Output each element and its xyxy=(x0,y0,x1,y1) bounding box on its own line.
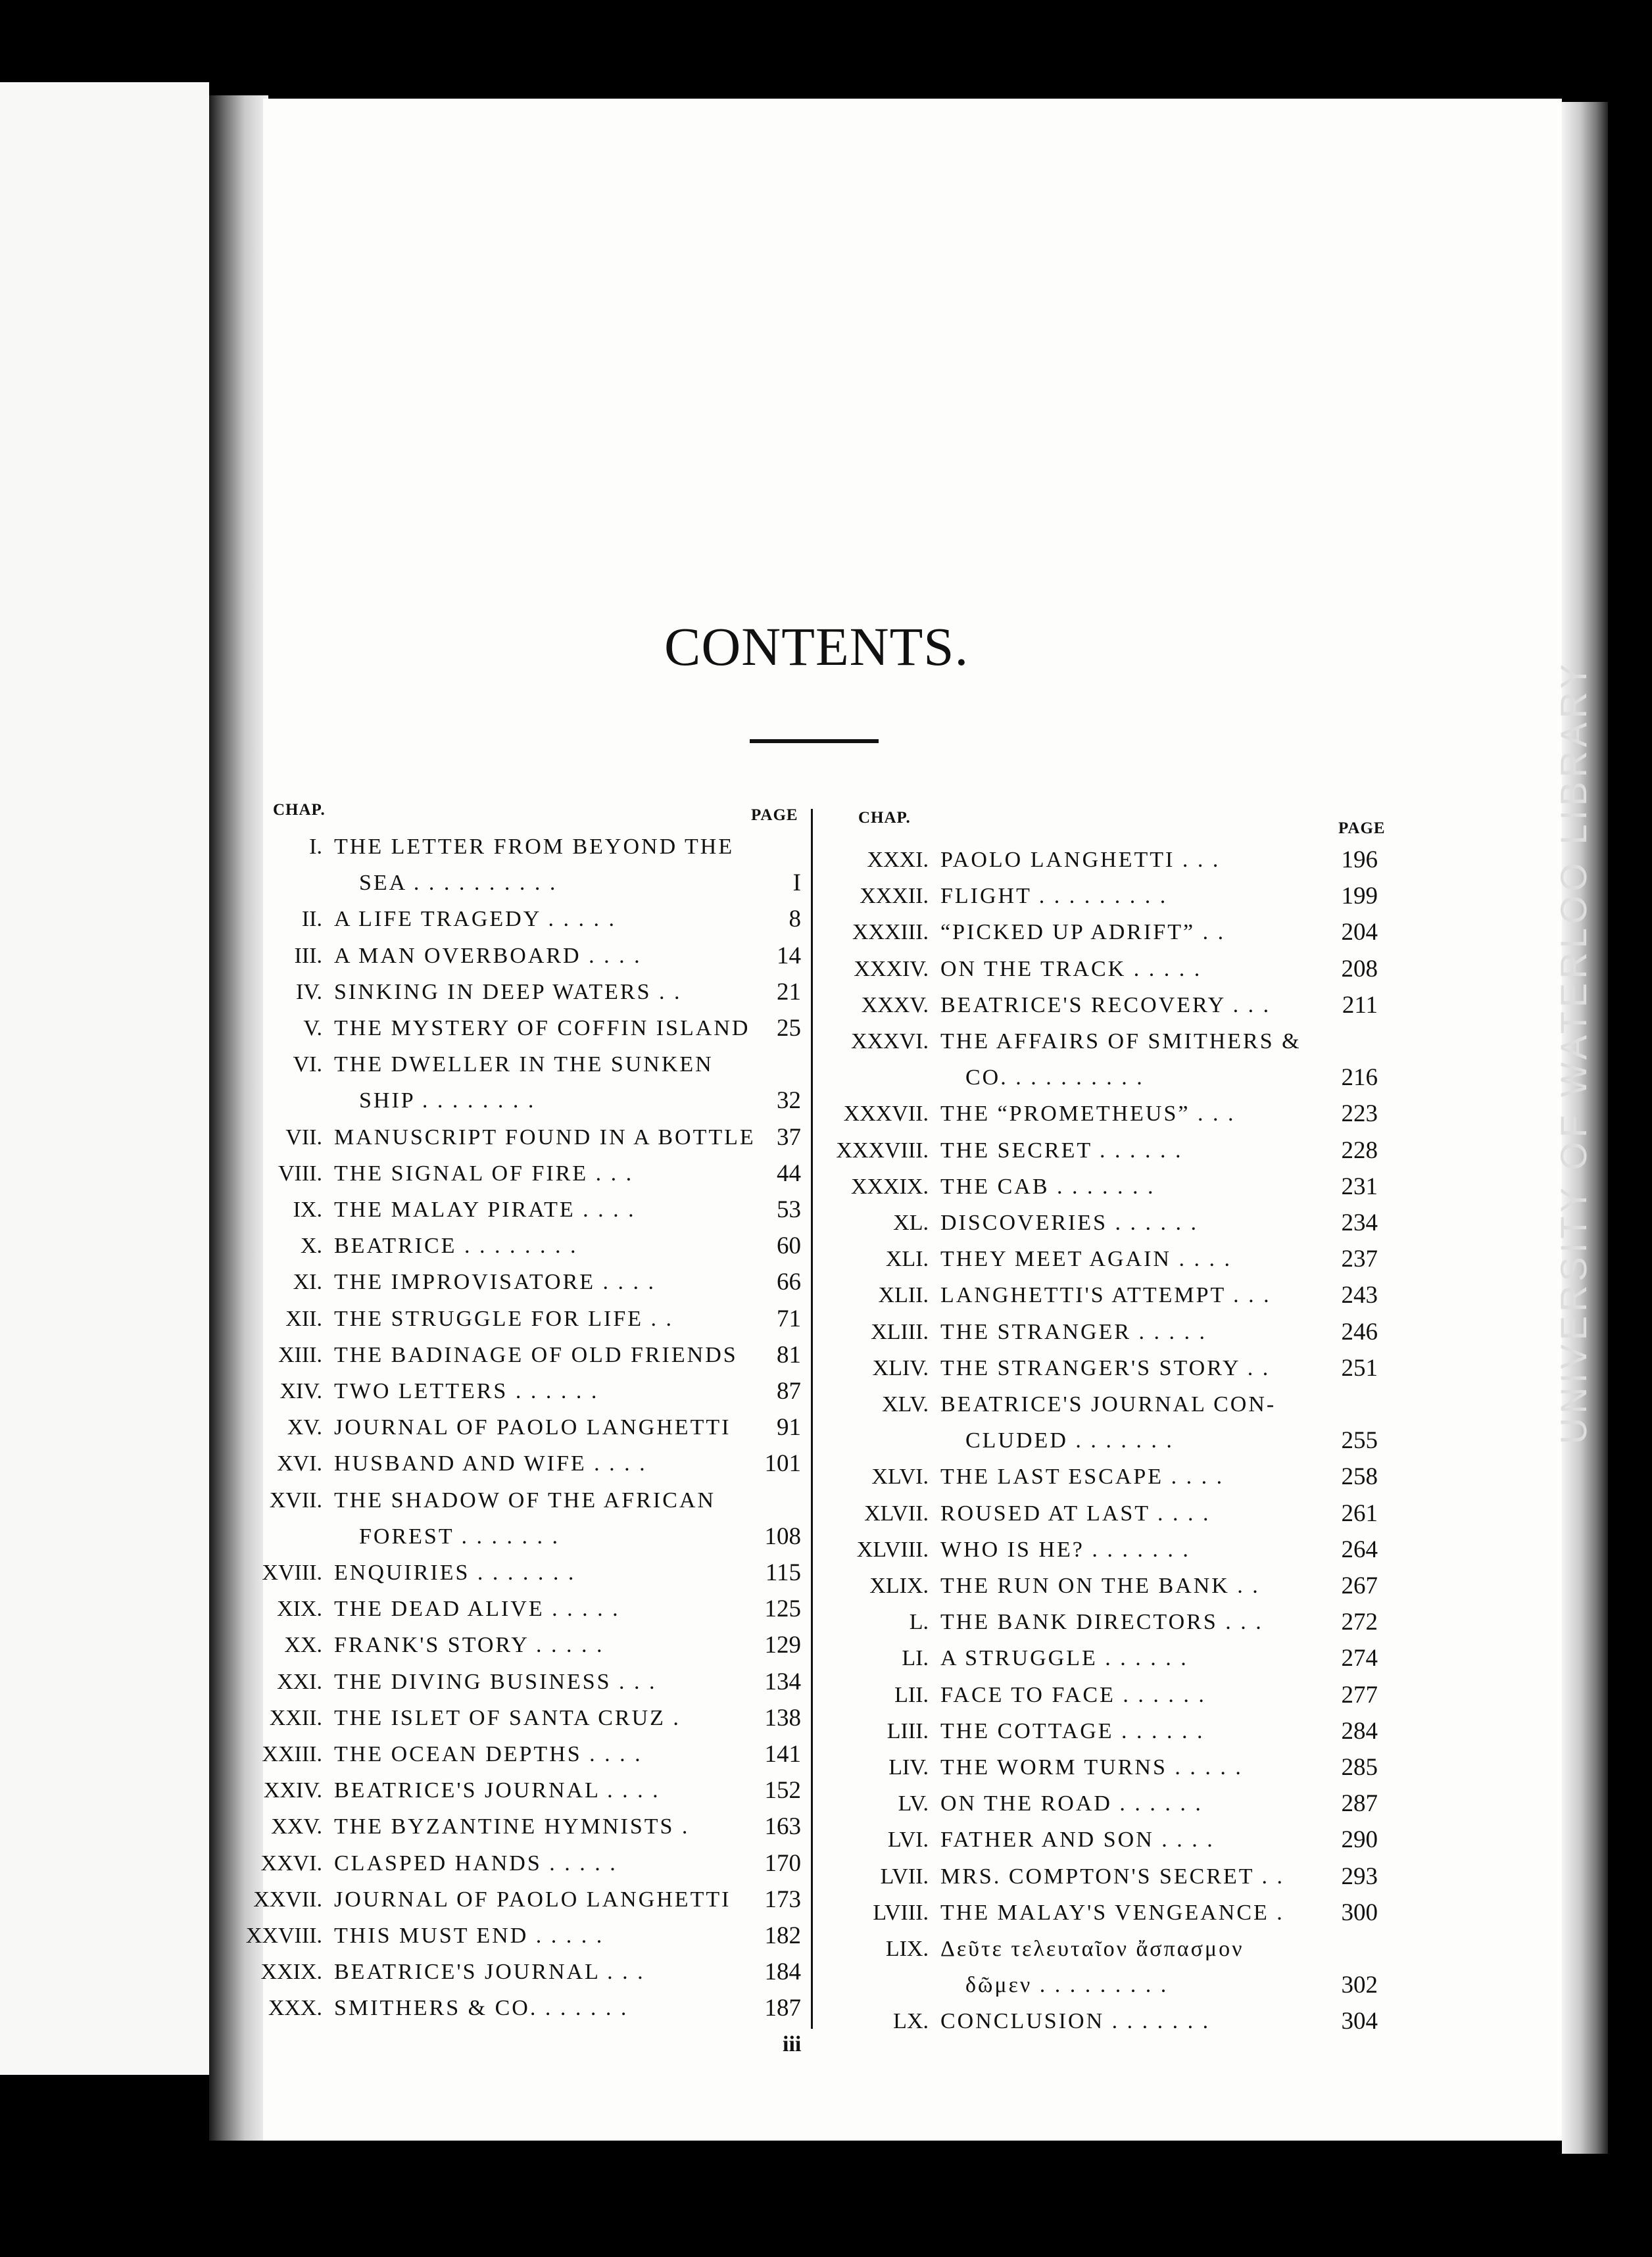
toc-line xyxy=(217,1082,801,1119)
chapter-title: THE CAB . . . . . . . xyxy=(940,1174,1155,1199)
page-folio: iii xyxy=(783,2032,802,2056)
chapter-number: XLVII. xyxy=(864,1501,929,1526)
toc-line xyxy=(815,1386,1378,1423)
chapter-number: XIII. xyxy=(278,1342,322,1367)
chapter-number: XI. xyxy=(293,1270,322,1295)
chapter-number: XXXVIII. xyxy=(836,1138,929,1163)
page-number: 60 xyxy=(777,1232,801,1260)
chapter-title: THE BADINAGE OF OLD FRIENDS xyxy=(334,1342,738,1367)
chapter-number: LII. xyxy=(894,1682,929,1707)
page-number: 44 xyxy=(777,1159,801,1187)
chapter-title: A LIFE TRAGEDY . . . . . xyxy=(334,907,616,932)
toc-line xyxy=(815,2003,1378,2040)
chapter-number: XLVI. xyxy=(871,1465,929,1490)
chapter-title: THEY MEET AGAIN . . . . xyxy=(940,1247,1232,1272)
chapter-title: THE “PROMETHEUS” . . . xyxy=(940,1102,1236,1127)
chapter-number: XL. xyxy=(893,1211,929,1235)
page-number: 108 xyxy=(764,1522,801,1550)
chapter-number: XVII. xyxy=(269,1488,322,1513)
page-number: 231 xyxy=(1341,1173,1378,1200)
toc-line xyxy=(217,1010,801,1047)
page-number: 53 xyxy=(777,1196,801,1223)
chapter-number: XLIV. xyxy=(872,1355,929,1380)
page-number: 115 xyxy=(765,1559,801,1586)
toc-line xyxy=(217,1736,801,1773)
toc-line xyxy=(815,1169,1378,1205)
chapter-number: XXVIII. xyxy=(245,1924,322,1948)
page-number: 21 xyxy=(777,978,801,1006)
page-number: 255 xyxy=(1341,1427,1378,1455)
page-number: 304 xyxy=(1341,2008,1378,2035)
toc-line xyxy=(815,987,1378,1024)
chapter-number: XXXII. xyxy=(860,884,929,909)
chapter-number: XXXIV. xyxy=(854,956,929,981)
chapter-number: XXXIX. xyxy=(850,1174,929,1199)
toc-line xyxy=(217,1155,801,1192)
page-number: 261 xyxy=(1341,1499,1378,1527)
chapter-title: THE MALAY PIRATE . . . . xyxy=(334,1198,636,1222)
chapter-title: THE AFFAIRS OF SMITHERS & xyxy=(940,1029,1301,1054)
chapter-number: IV. xyxy=(296,979,322,1004)
chapter-number: I. xyxy=(309,835,322,859)
chapter-title: δῶμεν . . . . . . . . . xyxy=(965,1973,1169,1998)
chapter-title: THIS MUST END . . . . . xyxy=(334,1924,604,1948)
chapter-title: THE IMPROVISATORE . . . . xyxy=(334,1270,656,1295)
toc-line xyxy=(815,1532,1378,1568)
page-number: 287 xyxy=(1341,1790,1378,1818)
chapter-title: ROUSED AT LAST . . . . xyxy=(940,1501,1211,1526)
toc-line xyxy=(815,1640,1378,1677)
page-number: 134 xyxy=(764,1668,801,1695)
page-number: 228 xyxy=(1341,1136,1378,1164)
chapter-number: VII. xyxy=(285,1125,322,1150)
chapter-title: MANUSCRIPT FOUND IN A BOTTLE xyxy=(334,1125,756,1150)
toc-line xyxy=(815,1568,1378,1605)
chapter-number: VI. xyxy=(293,1052,322,1077)
chapter-title: THE STRANGER . . . . . xyxy=(940,1319,1207,1344)
toc-line xyxy=(815,1931,1378,1968)
toc-line xyxy=(217,1772,801,1809)
page-number: 91 xyxy=(777,1414,801,1442)
chapter-number: XXIII. xyxy=(262,1742,322,1766)
toc-line xyxy=(217,1555,801,1591)
page-number: 285 xyxy=(1341,1754,1378,1781)
chapter-title: HUSBAND AND WIFE . . . . xyxy=(334,1451,647,1476)
toc-line xyxy=(815,1858,1378,1895)
chapter-title: JOURNAL OF PAOLO LANGHETTI xyxy=(334,1887,731,1912)
page-number: 71 xyxy=(777,1305,801,1332)
toc-line xyxy=(815,1205,1378,1242)
toc-line xyxy=(217,1301,801,1338)
page-number: 264 xyxy=(1341,1536,1378,1563)
chapter-number: VIII. xyxy=(278,1161,322,1186)
page-number: 170 xyxy=(764,1849,801,1877)
chapter-number: LVIII. xyxy=(873,1900,929,1925)
toc-line xyxy=(217,829,801,865)
right-chap-header: CHAP. xyxy=(858,809,911,827)
page-number: 32 xyxy=(777,1087,801,1115)
toc-line xyxy=(217,1881,801,1918)
chapter-title: CONCLUSION . . . . . . . xyxy=(940,2009,1211,2034)
chapter-number: LIV. xyxy=(888,1755,929,1780)
library-stamp: UNIVERSITY OF WATERLOO LIBRARY xyxy=(1553,660,1594,1445)
page-number: 184 xyxy=(764,1958,801,1986)
chapter-number: XXI. xyxy=(277,1669,322,1694)
toc-line xyxy=(815,1677,1378,1714)
chapter-number: XLIX. xyxy=(869,1574,929,1598)
chapter-title: SMITHERS & CO. . . . . . . xyxy=(334,1996,629,2021)
column-divider xyxy=(811,809,813,2029)
toc-line xyxy=(815,1604,1378,1641)
toc-line xyxy=(815,1132,1378,1169)
toc-line xyxy=(217,1373,801,1410)
toc-line xyxy=(217,974,801,1011)
toc-line xyxy=(217,1700,801,1737)
page-number: 141 xyxy=(764,1741,801,1768)
left-chap-header: CHAP. xyxy=(273,801,326,819)
toc-line xyxy=(217,1482,801,1519)
chapter-number: XXIX. xyxy=(260,1960,322,1985)
chapter-title: ON THE ROAD . . . . . . xyxy=(940,1791,1203,1816)
toc-line xyxy=(815,842,1378,879)
toc-line xyxy=(815,1713,1378,1750)
title-rule xyxy=(750,739,879,743)
chapter-title: A STRUGGLE . . . . . . xyxy=(940,1646,1188,1671)
page-number: 274 xyxy=(1341,1645,1378,1672)
toc-line xyxy=(815,1785,1378,1822)
toc-line xyxy=(217,1264,801,1301)
page-number: 234 xyxy=(1341,1209,1378,1236)
chapter-title: FRANK'S STORY . . . . . xyxy=(334,1633,604,1658)
chapter-number: XX. xyxy=(284,1633,322,1658)
toc-line xyxy=(217,1627,801,1664)
page-number: 182 xyxy=(764,1922,801,1949)
chapter-title: SHIP . . . . . . . . xyxy=(359,1088,536,1113)
page-number: 204 xyxy=(1341,919,1378,946)
chapter-title: THE RUN ON THE BANK . . xyxy=(940,1574,1260,1598)
page-number: 199 xyxy=(1341,883,1378,910)
toc-line xyxy=(217,865,801,902)
chapter-number: XLIII. xyxy=(871,1319,929,1344)
chapter-title: PAOLO LANGHETTI . . . xyxy=(940,848,1221,872)
chapter-title: BEATRICE . . . . . . . . xyxy=(334,1234,578,1259)
chapter-title: CO. . . . . . . . . . xyxy=(965,1065,1144,1090)
chapter-title: TWO LETTERS . . . . . . xyxy=(334,1379,599,1403)
chapter-number: XXX. xyxy=(268,1996,322,2021)
page-number: 66 xyxy=(777,1269,801,1296)
page-number: 246 xyxy=(1341,1318,1378,1346)
chapter-title: FATHER AND SON . . . . xyxy=(940,1828,1215,1853)
chapter-number: LI. xyxy=(902,1646,929,1671)
chapter-number: XLI. xyxy=(885,1247,929,1272)
toc-line xyxy=(815,1350,1378,1387)
toc-line xyxy=(815,1749,1378,1786)
page-number: 237 xyxy=(1341,1246,1378,1273)
page-number: 25 xyxy=(777,1015,801,1042)
page-number: 196 xyxy=(1341,846,1378,873)
page-number: 125 xyxy=(764,1595,801,1623)
chapter-title: BEATRICE'S RECOVERY . . . xyxy=(940,992,1271,1017)
page-number: 138 xyxy=(764,1704,801,1732)
toc-line xyxy=(815,951,1378,988)
chapter-title: CLASPED HANDS . . . . . xyxy=(334,1851,618,1876)
chapter-number: II. xyxy=(301,907,322,932)
page-number: 87 xyxy=(777,1378,801,1405)
page-number: 173 xyxy=(764,1885,801,1913)
toc-line xyxy=(815,1241,1378,1278)
chapter-number: LVI. xyxy=(887,1828,929,1853)
chapter-number: LVII. xyxy=(880,1864,929,1889)
chapter-title: ON THE TRACK . . . . . xyxy=(940,956,1202,981)
toc-line xyxy=(217,1119,801,1156)
page-number: 101 xyxy=(764,1450,801,1478)
chapter-number: XLII. xyxy=(878,1283,929,1308)
chapter-number: LIX. xyxy=(885,1937,929,1961)
chapter-title: THE COTTAGE . . . . . . xyxy=(940,1718,1205,1743)
page-number: 251 xyxy=(1341,1354,1378,1382)
chapter-number: XXV. xyxy=(271,1814,322,1839)
chapter-title: THE BANK DIRECTORS . . . xyxy=(940,1610,1263,1635)
toc-line xyxy=(815,914,1378,951)
chapter-title: MRS. COMPTON'S SECRET . . xyxy=(940,1864,1284,1889)
chapter-number: XXXV. xyxy=(861,992,929,1017)
page-number: 211 xyxy=(1342,991,1378,1019)
toc-line xyxy=(217,1445,801,1482)
toc-line xyxy=(217,1918,801,1954)
chapter-number: XV. xyxy=(287,1415,322,1440)
chapter-title: FOREST . . . . . . . xyxy=(359,1524,560,1549)
toc-line xyxy=(217,1518,801,1555)
page-number: 243 xyxy=(1341,1282,1378,1309)
chapter-number: L. xyxy=(909,1610,929,1635)
page-number: 8 xyxy=(789,906,801,933)
chapter-number: LV. xyxy=(898,1791,929,1816)
page-number: 223 xyxy=(1341,1100,1378,1128)
toc-line xyxy=(217,1409,801,1446)
toc-line xyxy=(815,1967,1378,2004)
toc-line xyxy=(217,1192,801,1228)
chapter-title: THE LAST ESCAPE . . . . xyxy=(940,1465,1225,1490)
toc-line xyxy=(217,1591,801,1628)
chapter-number: XXXIII. xyxy=(852,920,929,945)
chapter-title: “PICKED UP ADRIFT” . . xyxy=(940,920,1226,945)
chapter-title: THE SIGNAL OF FIRE . . . xyxy=(334,1161,634,1186)
toc-line xyxy=(217,1808,801,1845)
chapter-title: THE ISLET OF SANTA CRUZ . xyxy=(334,1705,681,1730)
chapter-title: FLIGHT . . . . . . . . . xyxy=(940,884,1168,909)
page-number: 290 xyxy=(1341,1826,1378,1854)
page-number: 277 xyxy=(1341,1681,1378,1709)
toc-line xyxy=(217,1990,801,2027)
toc-line xyxy=(815,1314,1378,1351)
right-page-header: PAGE xyxy=(1338,819,1386,837)
chapter-title: THE MYSTERY OF COFFIN ISLAND xyxy=(334,1016,750,1040)
chapter-title: THE STRANGER'S STORY . . xyxy=(940,1355,1271,1380)
chapter-title: THE DIVING BUSINESS . . . xyxy=(334,1669,657,1694)
chapter-number: LIII. xyxy=(887,1718,929,1743)
chapter-number: XLVIII. xyxy=(856,1537,929,1562)
chapter-number: XIX. xyxy=(277,1597,322,1622)
chapter-title: THE DWELLER IN THE SUNKEN xyxy=(334,1052,714,1077)
chapter-number: XXXVI. xyxy=(850,1029,929,1054)
chapter-number: XLV. xyxy=(882,1392,929,1417)
chapter-number: XXVII. xyxy=(253,1887,322,1912)
page-number: 300 xyxy=(1341,1899,1378,1926)
chapter-title: FACE TO FACE . . . . . . xyxy=(940,1682,1206,1707)
toc-line xyxy=(815,878,1378,915)
page-number: I xyxy=(792,869,801,897)
page-number: 302 xyxy=(1341,1972,1378,1999)
toc-line xyxy=(815,1096,1378,1132)
chapter-title: THE MALAY'S VENGEANCE . xyxy=(940,1900,1284,1925)
chapter-title: WHO IS HE? . . . . . . . xyxy=(940,1537,1190,1562)
chapter-number: IX. xyxy=(293,1198,322,1222)
page-number: 81 xyxy=(777,1341,801,1369)
chapter-title: THE SECRET . . . . . . xyxy=(940,1138,1183,1163)
toc-line xyxy=(815,1459,1378,1495)
page-number: 208 xyxy=(1341,955,1378,983)
chapter-title: THE BYZANTINE HYMNISTS . xyxy=(334,1814,690,1839)
chapter-title: THE OCEAN DEPTHS . . . . xyxy=(334,1742,643,1766)
chapter-number: XXXVII. xyxy=(843,1102,929,1127)
chapter-number: V. xyxy=(303,1016,322,1040)
page-number: 37 xyxy=(777,1123,801,1151)
chapter-title: SEA . . . . . . . . . . xyxy=(359,871,558,896)
page-title: CONTENTS. xyxy=(664,616,969,677)
chapter-number: XVIII. xyxy=(262,1561,322,1585)
toc-line xyxy=(217,1046,801,1083)
chapter-title: BEATRICE'S JOURNAL . . . xyxy=(334,1960,645,1985)
chapter-title: Δεῦτε τελευταῖον ἄσπασμον xyxy=(940,1937,1244,1961)
page-number: 14 xyxy=(777,942,801,969)
toc-line xyxy=(217,1664,801,1701)
chapter-title: THE DEAD ALIVE . . . . . xyxy=(334,1597,620,1622)
chapter-number: III. xyxy=(294,943,322,968)
toc-line xyxy=(815,1023,1378,1060)
page-number: 293 xyxy=(1341,1862,1378,1890)
toc-line xyxy=(217,1337,801,1374)
toc-line xyxy=(217,1845,801,1882)
chapter-number: XXXI. xyxy=(867,848,929,872)
toc-line xyxy=(217,938,801,975)
chapter-title: THE WORM TURNS . . . . . xyxy=(940,1755,1243,1780)
page-number: 258 xyxy=(1341,1463,1378,1491)
chapter-title: DISCOVERIES . . . . . . xyxy=(940,1211,1199,1235)
chapter-title: BEATRICE'S JOURNAL . . . . xyxy=(334,1778,660,1803)
chapter-number: X. xyxy=(300,1234,322,1259)
chapter-title: THE SHADOW OF THE AFRICAN xyxy=(334,1488,716,1513)
chapter-title: ENQUIRIES . . . . . . . xyxy=(334,1561,576,1585)
left-page-header: PAGE xyxy=(751,806,798,824)
chapter-title: A MAN OVERBOARD . . . . xyxy=(334,943,642,968)
page-number: 129 xyxy=(764,1632,801,1659)
page-number: 163 xyxy=(764,1813,801,1841)
toc-line xyxy=(815,1277,1378,1314)
page-number: 267 xyxy=(1341,1572,1378,1599)
chapter-title: CLUDED . . . . . . . xyxy=(965,1428,1174,1453)
toc-line xyxy=(815,1422,1378,1459)
chapter-number: XXIV. xyxy=(263,1778,322,1803)
page-number: 272 xyxy=(1341,1609,1378,1636)
chapter-title: SINKING IN DEEP WATERS . . xyxy=(334,979,682,1004)
chapter-title: THE LETTER FROM BEYOND THE xyxy=(334,835,735,859)
toc-line xyxy=(217,1954,801,1991)
chapter-title: LANGHETTI'S ATTEMPT . . . xyxy=(940,1283,1271,1308)
page-number: 152 xyxy=(764,1777,801,1805)
chapter-title: THE STRUGGLE FOR LIFE . . xyxy=(334,1306,674,1331)
toc-line xyxy=(217,1228,801,1265)
chapter-number: LX. xyxy=(893,2009,929,2034)
page-number: 187 xyxy=(764,1995,801,2022)
toc-line xyxy=(815,1495,1378,1532)
page-number: 284 xyxy=(1341,1717,1378,1745)
toc-line xyxy=(815,1822,1378,1858)
chapter-title: JOURNAL OF PAOLO LANGHETTI xyxy=(334,1415,731,1440)
chapter-number: XXVI. xyxy=(260,1851,322,1876)
chapter-number: XVI. xyxy=(277,1451,322,1476)
chapter-title: BEATRICE'S JOURNAL CON- xyxy=(940,1392,1276,1417)
toc-line xyxy=(815,1895,1378,1931)
toc-line xyxy=(815,1059,1378,1096)
facing-page-edge xyxy=(0,82,209,2075)
toc-line xyxy=(217,901,801,938)
chapter-number: XIV. xyxy=(279,1379,322,1403)
chapter-number: XXII. xyxy=(269,1705,322,1730)
page-number: 216 xyxy=(1341,1064,1378,1092)
chapter-number: XII. xyxy=(285,1306,322,1331)
